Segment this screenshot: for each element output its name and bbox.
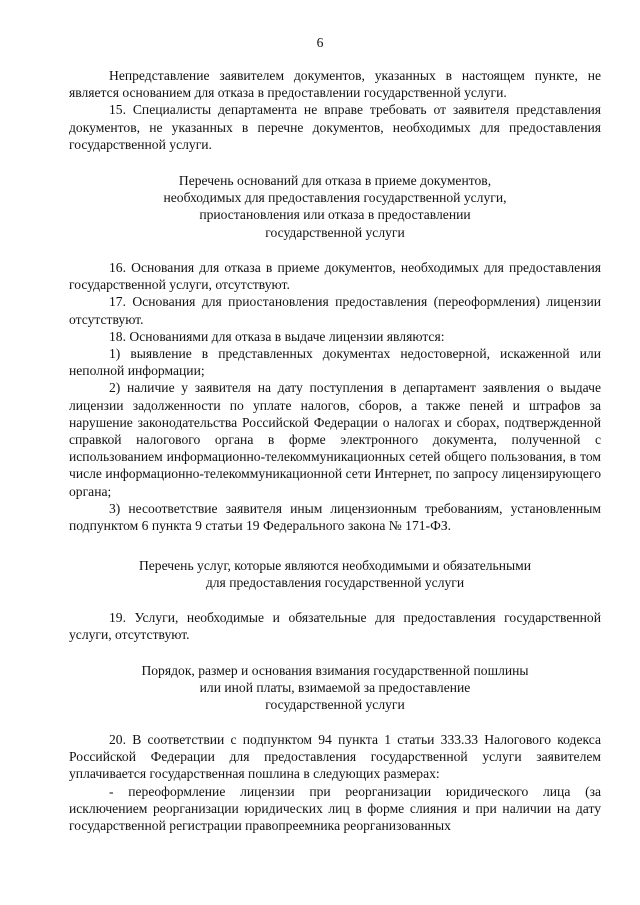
text-block-required-services [69,609,601,643]
section-heading-refusal-grounds [69,172,601,241]
paragraph-item-15: 15. Специалисты департамента не вправе требовать от заявителя представления документов, не указанных в перечне документов, необходимых для предоставления государственной услуги. [69,102,601,152]
heading-line: необходимых для предоставления государственной услуги, [163,190,507,206]
section-heading-required-services [69,557,601,591]
paragraph-item-17: 17. Основания для приостановления предоставления (переоформления) лицензии отсутствуют. [69,294,601,327]
heading-line: приостановления или отказа в предоставлении [199,207,471,223]
list-item-1: 1) выявление в представленных документах недостоверной, искаженной или неполной информации; [69,346,601,379]
heading-line: Перечень услуг, которые являются необходимыми и обязательными [138,558,532,573]
paragraph-item-20: 20. В соответствии с подпунктом 94 пункта 1 статьи 333.33 Налогового кодекса Российской Федерации для предоставления государственной услуги заявителем уплачивается государственная пошлина в следующих размерах: [69,732,601,782]
heading-line: для предоставления государственной услуги [205,575,465,591]
section-heading-state-fee [69,662,601,714]
heading-line: Порядок, размер и основания взимания государственной пошлины [141,663,529,678]
heading-line: государственной услуги [265,224,405,240]
paragraph: Непредставление заявителем документов, указанных в настоящем пункте, не является основанием для отказа в предоставлении государственной услуги. [69,68,601,101]
heading-line: или иной платы, взимаемой за предоставление [199,680,471,696]
page-number: 6 [316,35,324,50]
list-item-fee: - переоформление лицензии при реорганизации юридического лица (за исключением реорганизации юридических лиц в форме слияния и при наличии на дату государственной регистрации правопреемника реорганизованных [69,783,601,834]
heading-line: государственной услуги [265,697,405,713]
text-block-refusal-grounds [69,259,601,534]
text-block-state-fee [69,731,601,834]
paragraph-item-19: 19. Услуги, необходимые и обязательные для предоставления государственной услуги, отсутствуют. [69,610,601,643]
paragraph-item-18: 18. Основаниями для отказа в выдаче лицензии являются: [109,328,445,344]
heading-line: Перечень оснований для отказа в приеме документов, [178,173,492,188]
paragraph-item-16: 16. Основания для отказа в приеме документов, необходимых для предоставления государственной услуги, отсутствуют. [69,260,601,293]
list-item-3: 3) несоответствие заявителя иным лицензионным требованиям, установленным подпунктом 6 пункта 9 статьи 19 Федерального закона № 171-ФЗ. [69,500,601,534]
list-item-2: 2) наличие у заявителя на дату поступления в департамент заявления о выдаче лицензии задолженности по уплате налогов, сборов, а также пеней и штрафов за нарушение законодательства Российской Федерации о налогах и сборах, подтвержденной справкой налогового органа в форме электронного документа, полученной с использованием информационно-телекоммуникационных сетей общего пользования, в том числе информационно-телекоммуникационной сети Интернет, по запросу лицензирующего органа; [69,380,601,499]
text-block-intro [69,67,601,153]
